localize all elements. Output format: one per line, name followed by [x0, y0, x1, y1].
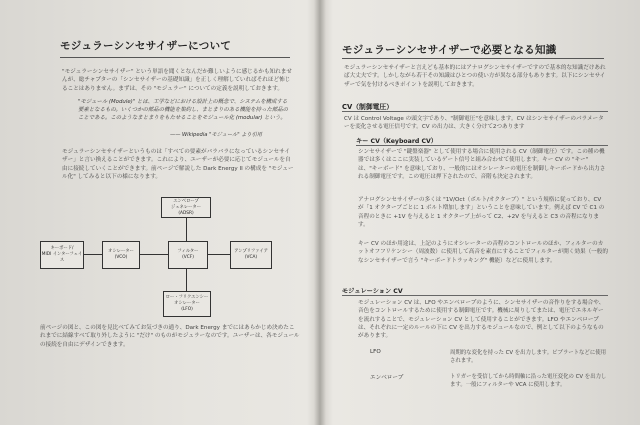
- envelope-module-box: エンベロープ ジェネレーター (ADSR): [161, 197, 211, 218]
- diagram-connector: [82, 254, 102, 255]
- diagram-connector: [186, 216, 187, 241]
- term-lfo-definition: 周期的な変化を持った CV を出力します。ビブラートなどに使用されます。: [450, 350, 606, 364]
- cv-text: CV は Control Voltage の頭文字であり、"制御電圧"を意味します。CV はシンセサイザーのパラメーターを変化させる電圧信号です。CV の出力は、大きく分けて2つあります: [344, 116, 604, 131]
- left-quote: "モジュール (Module)" とは、工学などにおける設計上の概念で、システムを構成する要素となるもの。いくつかの部品の機能を集約し、まとまりのある機能を持った部品のことである。このようなまとまりをもたせることをモジュール化 (modular) という。: [78, 99, 289, 121]
- key-cv-text: シンセサイザーで "鍵盤楽器" として使用する場合に使用される CV（制御電圧）です。この種の機器では多くはここに実装しているゲート信号と組み合わせて使用します。キー CV の "キー" は、"キーボード" を意味しており、一般的にはオシレーターの電圧を制御しキーボードから出力される制御電圧です。この電圧は押下されたので、音階も決定されます。: [358, 149, 606, 180]
- right-intro-text: モジュラーシンセサイザーと言えども基本的にはアナログシンセサイザーですので基本的な知識だけあれば大丈夫です。しかしながら若干その知識はひとつの使い方が異なる部分もあります。以下にシンセサイザーで気を付けるべきポイントを説明しておきます。: [344, 65, 606, 88]
- term-lfo: LFO: [370, 349, 381, 355]
- left-title-rule: [60, 57, 290, 58]
- filter-module-box: フィルター (VCF): [168, 241, 208, 269]
- oscillator-module-box: オシレーター (VCO): [102, 241, 140, 269]
- left-page-title: モジュラーシンセサイザーについて: [60, 40, 232, 52]
- key-cv-usage-text: キー CV のほか用途は、上記のようにオシレーターの音程のコントロールのほか、フィルターのカットオフフリケンシー（周波数）に使用して高音を素直にすることでフィルターが開く効果（一般的なシンセサイザーで言う "キーボードトラッキング" 機能）などに使用します。: [358, 241, 608, 264]
- right-page: [322, 0, 640, 425]
- left-quote-citation: —— Wikipedia "モジュール" より引用: [170, 132, 262, 138]
- left-body-text: モジュラーシンセサイザーというものは「すべての要素がバラバラになっているシンセサイザー」と言い換えることができます。これにより、ユーザーが必要に応じてモジュールを自由に接続していくことができます。前ページで解説した Dark Energy II の構成を "モジュール化" してみると以下の様になります。: [62, 149, 294, 180]
- key-cv-heading-rule: [356, 145, 608, 146]
- octave-text: アナログシンセサイザーの多くは "1V/Oct（ボルト/オクターブ）" という規格に従っており、CV が「1 オクターブごとに 1 ボルト増加します」ということを意味しています。例えば CV で C1 の音程のときに +1V を与えると 1 オクターブ上がって C2、+2V を与えると C3 の音程になります。: [358, 197, 605, 228]
- term-envelope: エンベロープ: [370, 375, 404, 381]
- modulation-cv-heading: モジュレーション CV: [342, 288, 403, 295]
- modulation-cv-text: モジュレーション CV は、LFO やエンベロープのように、シンセサイザーの音作りをする場合や、音色をコントロールするために使用する制御電圧です。機械に周りしてまたは、電圧でエネルギーを流れすることで、モジュレーション CV として使用することができます。LFO やエンベロープは、それぞれに一定のルールの下に CV を出力するモジュールなので、例として以下のようなものがあります。: [358, 300, 605, 340]
- amplifier-module-box: アンプリファイア (VCA): [230, 241, 272, 269]
- keyboard-module-box: キーボード/ MIDI インターフェイス: [40, 241, 84, 269]
- diagram-connector: [138, 254, 168, 255]
- right-page-title: モジュラーシンセサイザーで必要となる知識: [342, 44, 557, 56]
- cv-heading: CV（制御電圧）: [342, 103, 394, 111]
- left-page: [0, 0, 318, 425]
- lfo-module-box: ロー・フリクエンシー オシレーター (LFO): [163, 291, 211, 317]
- key-cv-heading: キー CV（Keyboard CV）: [356, 138, 437, 145]
- left-intro-text: "モジュラーシンセサイザー" という単語を聞くとなんだか難しいように感じるかも知れませんが、総チャプターの「シンセサイザーの基礎知識」を正しく理解していればそれほど怖じることはありません。まずは、その "モジュラー" についての定義を説明しておきます。: [62, 69, 292, 92]
- right-title-rule: [342, 58, 604, 59]
- diagram-connector: [206, 254, 230, 255]
- modulation-cv-heading-rule: [342, 295, 608, 296]
- left-footer-text: 前ページの図と、この図を見比べてみてお気づきの通り、Dark Energy までにはあらかじめ決めたこれまでに結線すべて取り外したように "だけ" のものがモジュラーなのです。ユーザーは、各モジュールの接続を自由にデザインできます。: [40, 325, 300, 348]
- cv-heading-rule: [342, 111, 608, 112]
- term-envelope-definition: トリガーを受信してから時間軸に沿った電圧変化の CV を出力します。一般にフィルターや VCA に使用します。: [450, 374, 607, 388]
